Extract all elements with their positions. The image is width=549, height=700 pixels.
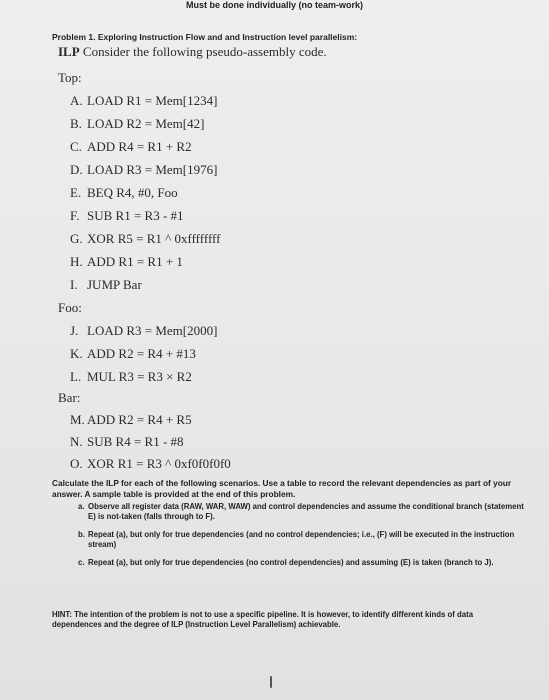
instruction-code: BEQ R4, #0, Foo xyxy=(87,185,178,200)
label-foo: Foo: xyxy=(58,300,82,315)
scenario-marker: b. xyxy=(78,530,85,539)
instruction-e xyxy=(70,185,178,201)
instruction-code: LOAD R1 = Mem[1234] xyxy=(87,93,218,108)
instruction-letter: D. xyxy=(70,162,83,177)
instruction-letter: O. xyxy=(70,456,83,471)
instruction-b xyxy=(70,116,204,132)
instruction-c xyxy=(70,139,192,155)
instruction-code: SUB R4 = R1 - #8 xyxy=(87,434,184,449)
instruction-code: ADD R2 = R4 + R5 xyxy=(87,412,192,427)
instruction-g xyxy=(70,231,220,247)
instruction-code: JUMP Bar xyxy=(87,277,142,292)
instruction-i xyxy=(70,277,142,293)
scenario-marker: c. xyxy=(78,558,85,567)
intro-line xyxy=(58,44,327,60)
header-note: Must be done individually (no team-work) xyxy=(185,0,363,10)
instruction-n xyxy=(70,434,184,450)
instruction-letter: B. xyxy=(70,116,82,131)
instruction-letter: M. xyxy=(70,412,85,427)
label-bar: Bar: xyxy=(58,390,81,405)
problem-title: Problem 1. Exploring Instruction Flow and and Instruction level parallelism: xyxy=(52,32,358,42)
instruction-letter: G. xyxy=(70,231,83,246)
calculate-instructions: Calculate the ILP for each of the following scenarios. Use a table to record the relevant dependencies as part of your answer. A sample table is provided at the end of this problem. xyxy=(52,478,512,499)
instruction-code: SUB R1 = R3 - #1 xyxy=(87,208,184,223)
instruction-h xyxy=(70,254,183,270)
instruction-letter: H. xyxy=(70,254,83,269)
instruction-letter: J. xyxy=(70,323,79,338)
instruction-letter: F. xyxy=(70,208,80,223)
scenario-b xyxy=(78,530,528,550)
scenario-a xyxy=(78,502,528,522)
instruction-letter: N. xyxy=(70,434,83,449)
scenario-marker: a. xyxy=(78,502,85,511)
instruction-code: ADD R2 = R4 + #13 xyxy=(87,346,196,361)
instruction-l xyxy=(70,369,192,385)
instruction-letter: I. xyxy=(70,277,78,292)
instruction-j xyxy=(70,323,217,339)
instruction-d xyxy=(70,162,217,178)
instruction-k xyxy=(70,346,196,362)
instruction-letter: A. xyxy=(70,93,83,108)
label-top: Top: xyxy=(58,70,82,85)
scenario-text: Repeat (a), but only for true dependencies (and no control dependencies; i.e., (F) will be executed in the instruction stream) xyxy=(88,530,515,549)
instruction-o xyxy=(70,456,231,472)
intro-text: Consider the following pseudo-assembly code. xyxy=(82,44,327,59)
instruction-letter: L. xyxy=(70,369,82,384)
instruction-code: ADD R1 = R1 + 1 xyxy=(87,254,183,269)
text-cursor-mark xyxy=(270,676,272,688)
instruction-f xyxy=(70,208,184,224)
instruction-code: LOAD R3 = Mem[2000] xyxy=(87,323,218,338)
instruction-code: LOAD R3 = Mem[1976] xyxy=(87,162,218,177)
instruction-letter: K. xyxy=(70,346,83,361)
intro-prefix: ILP xyxy=(58,44,80,59)
instruction-code: XOR R5 = R1 ^ 0xffffffff xyxy=(87,231,221,246)
instruction-letter: C. xyxy=(70,139,82,154)
instruction-code: LOAD R2 = Mem[42] xyxy=(87,116,205,131)
scenario-text: Observe all register data (RAW, WAR, WAW) and control dependencies and assume the conditional branch (statement E) is not-taken (falls through to F). xyxy=(88,502,524,521)
instruction-a xyxy=(70,93,217,109)
instruction-code: MUL R3 = R3 × R2 xyxy=(87,369,192,384)
hint-text: HINT: The intention of the problem is not to use a specific pipeline. It is however, to identify different kinds of data dependences and the degree of ILP (Instruction Level Parallelism) achievable. xyxy=(52,610,474,629)
scenario-c xyxy=(78,558,528,568)
scenario-text: Repeat (a), but only for true dependencies (no control dependencies) and assuming (E) is taken (branch to J). xyxy=(88,558,494,567)
instruction-m xyxy=(70,412,192,428)
instruction-code: XOR R1 = R3 ^ 0xf0f0f0f0 xyxy=(87,456,231,471)
instruction-code: ADD R4 = R1 + R2 xyxy=(87,139,192,154)
instruction-letter: E. xyxy=(70,185,82,200)
